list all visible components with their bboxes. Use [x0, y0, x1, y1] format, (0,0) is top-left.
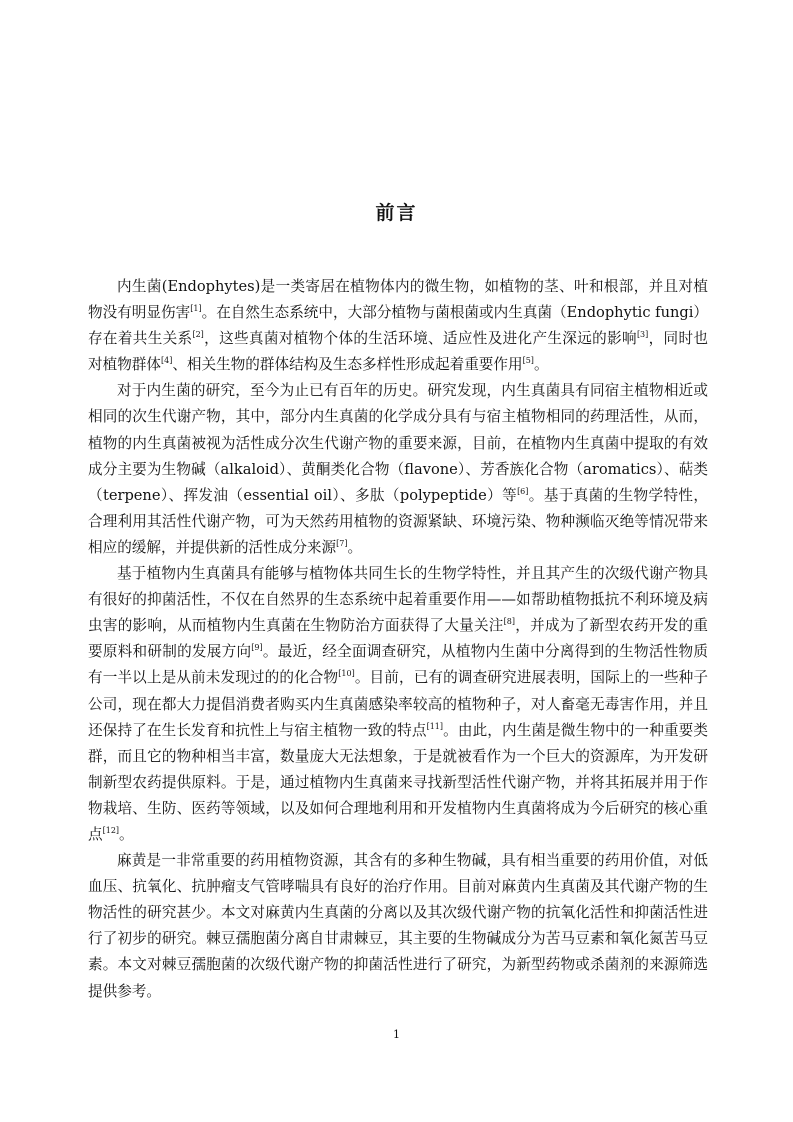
- paragraph-text: 。: [533, 356, 549, 374]
- citation-marker: [4]: [160, 356, 173, 366]
- paragraph: [88, 561, 708, 848]
- paragraph: [88, 848, 708, 1005]
- citation-marker: [7]: [336, 538, 348, 548]
- citation-marker: [6]: [517, 486, 529, 496]
- body-text: [88, 274, 708, 1005]
- citation-marker: [12]: [102, 825, 120, 835]
- paragraph: [88, 378, 708, 561]
- paragraph-text: ，并成为了新型农药开发的重要原料和研制的发展方向: [88, 617, 708, 661]
- citation-marker: [8]: [503, 617, 515, 627]
- paragraph-text: 内生菌(Endophytes)是一类寄居在植物体内的微生物，如植物的茎、叶和根部，并且对植物没有明显伤害: [88, 278, 708, 322]
- paragraph-text: 对于内生菌的研究，至今为止已有百年的历史。研究发现，内生真菌具有同宿主植物相近或相同的次生代谢产物，其中，部分内生真菌的化学成分具有与宿主植物相同的药理活性，从而，植物的内生真菌被视为活性成分次生代谢产物的重要来源，目前，在植物内生真菌中提取的有效成分主要为生物碱（alkaloid）、黄酮类化合物（flavone）、芳香族化合物（aromatics）、萜类（terpene）、挥发油（essential oil）、多肽（polypeptide）等: [88, 382, 708, 504]
- paragraph-text: 麻黄是一非常重要的药用植物资源，其含有的多种生物碱，具有相当重要的药用价值，对低血压、抗氧化、抗肿瘤支气管哮喘具有良好的治疗作用。目前对麻黄内生真菌及其代谢产物的生物活性的研究甚少。本文对麻黄内生真菌的分离以及其次级代谢产物的抗氧化活性和抑菌活性进行了初步的研究。棘豆孺胞菌分离自甘肃棘豆，其主要的生物碱成分为苦马豆素和氧化氮苦马豆素。本文对棘豆孺胞菌的次级代谢产物的抑菌活性进行了研究，为新型药物或杀菌剂的来源筛选提供参考。: [88, 852, 708, 1000]
- citation-marker: [5]: [522, 356, 534, 366]
- paragraph: [88, 274, 708, 378]
- citation-marker: [2]: [192, 330, 204, 340]
- paragraph-text: ，这些真菌对植物个体的生活环境、适应性及进化产生深远的影响: [203, 330, 637, 348]
- paragraph-text: 基于植物内生真菌具有能够与植物体共同生长的生物学特性，并且其产生的次级代谢产物具有很好的抑菌活性，不仅在自然界的生态系统中起着重要作用——如帮助植物抵抗不利环境及病虫害的影响，从而植物内生真菌在生物防治方面获得了大量关注: [88, 565, 708, 635]
- paragraph-text: 、相关生物的群体结构及生态多样性形成起着重要作用: [172, 356, 523, 374]
- paragraph-text: 。由此，内生菌是微生物中的一种重要类群，而且它的物种相当丰富，数量庞大无法想象，于是就被看作为一个巨大的资源库，为开发研制新型农药提供原料。于是，通过植物内生真菌来寻找新型活性代谢产物，并将其拓展并用于作物栽培、生防、医药等领域，以及如何合理地利用和开发植物内生真菌将成为今后研究的核心重点: [88, 721, 708, 843]
- paragraph-text: 。: [119, 825, 134, 843]
- citation-marker: [10]: [338, 669, 355, 679]
- paragraph-text: 。: [347, 538, 363, 556]
- citation-marker: [9]: [251, 643, 263, 653]
- citation-marker: [3]: [636, 330, 649, 340]
- paragraph-text: 。基于真菌的生物学特性，合理利用其活性代谢产物，可为天然药用植物的资源紧缺、环境污染、物种濒临灭绝等情况带来相应的缓解，并提供新的活性成分来源: [88, 486, 708, 556]
- paragraph-text: ，同时也对植物群体: [88, 330, 708, 374]
- paragraph-text: 。目前，已有的调查研究进展表明，国际上的一些种子公司，现在都大力提倡消费者购买内生真菌感染率较高的植物种子，对人畜毫无毒害作用，并且还保持了在生长发育和抗性上与宿主植物一致的特点: [88, 669, 708, 739]
- paragraph-text: 。最近，经全面调查研究，从植物内生菌中分离得到的生物活性物质有一半以上是从前未发现过的的化合物: [88, 643, 708, 687]
- page-number: 1: [393, 1028, 400, 1041]
- citation-marker: [1]: [190, 304, 202, 314]
- paragraph-text: 。在自然生态系统中，大部分植物与菌根菌或内生真菌（Endophytic fungi）存在着共生关系: [88, 304, 708, 348]
- citation-marker: [11]: [426, 721, 443, 731]
- page-title: 前言: [375, 202, 418, 224]
